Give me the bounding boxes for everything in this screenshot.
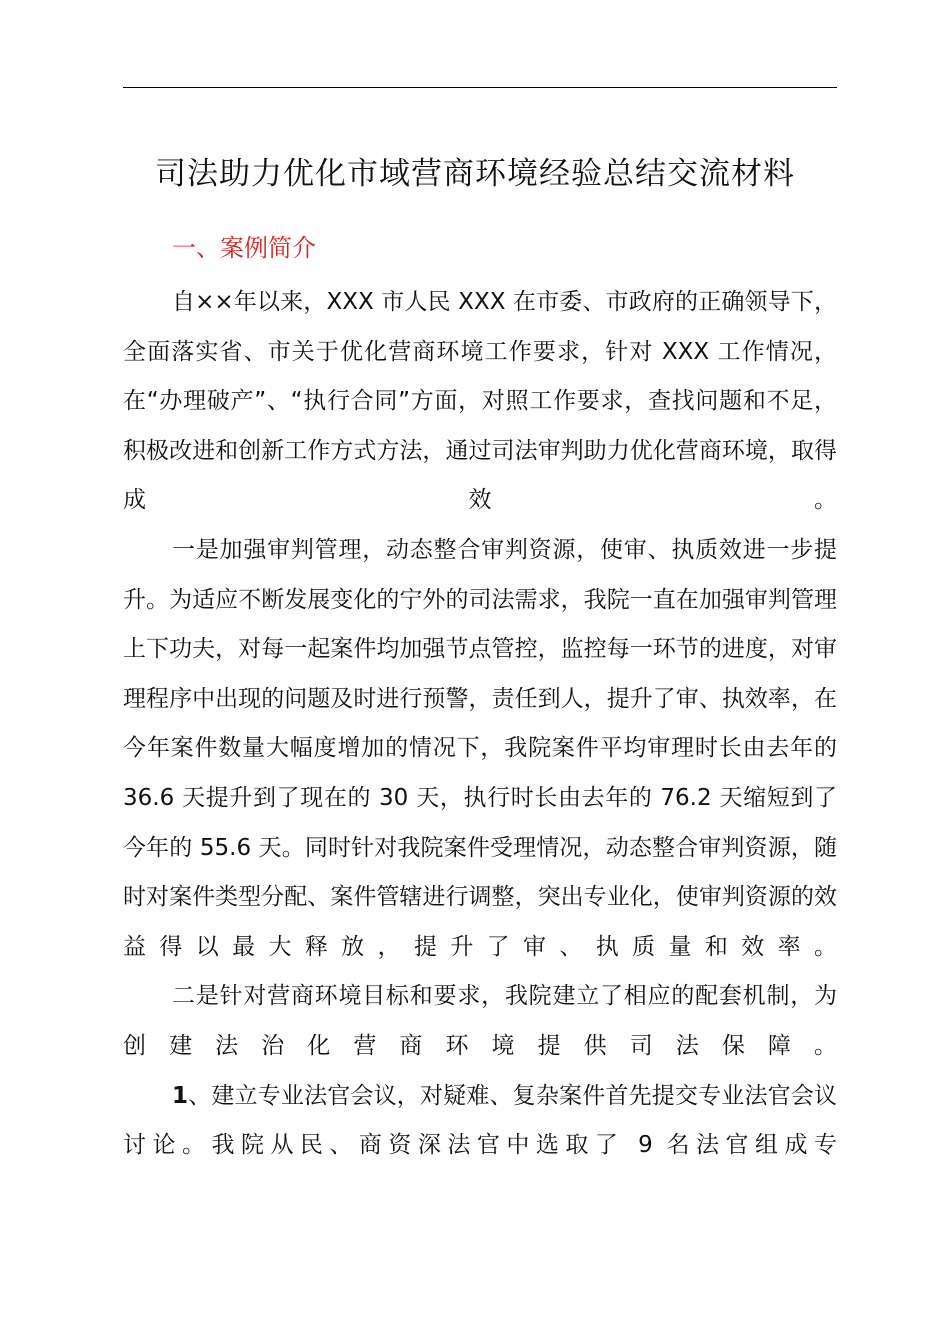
section-heading: 一、案例简介 [172,234,316,262]
item-text: 、建立专业法官会议，对疑难、复杂案件首先提交专业法官会议讨论。我院从民、商资深法官中选取了 9 名法官组成专 [123,1082,837,1159]
paragraph-intro: 自××年以来，XXX 市人民 XXX 在市委、市政府的正确领导下，全面落实省、市关于优化营商环境工作要求，针对 XXX 工作情况，在“办理破产”、“执行合同”方面，对照工作要求，查找问题和不足，积极改进和创新工作方式方法，通过司法审判助力优化营商环境，取得成效。 [123,289,837,514]
paragraph-supporting-mechanism: 二是针对营商环境目标和要求，我院建立了相应的配套机制，为创建法治化营商环境提供司法保障。 [123,983,837,1059]
document-title: 司法助力优化市域营商环境经验总结交流材料 [155,156,795,192]
paragraph-trial-management: 一是加强审判管理，动态整合审判资源，使审、执质效进一步提升。为适应不断发展变化的宁外的司法需求，我院一直在加强审判管理上下功夫，对每一起案件均加强节点管控，监控每一环节的进度，对审理程序中出现的问题及时进行预警，责任到人，提升了审、执效率，在今年案件数量大幅度增加的情况下，我院案件平均审理时长由去年的 36.6 天提升到了现在的 30 天，执行时长由去年的 76.2 天缩短到了今年的 55.6 天。同时针对我院案件受理情况，动态整合审判资源，随时对案件类型分配、案件管辖进行调整，突出专业化，使审判资源的效益得以最大释放，提升了审、执质量和效率。 [123,536,837,960]
document-body [123,278,837,1171]
header-rule [123,87,837,88]
paragraph-numbered-item [123,1072,837,1171]
item-number: 1 [172,1082,189,1109]
